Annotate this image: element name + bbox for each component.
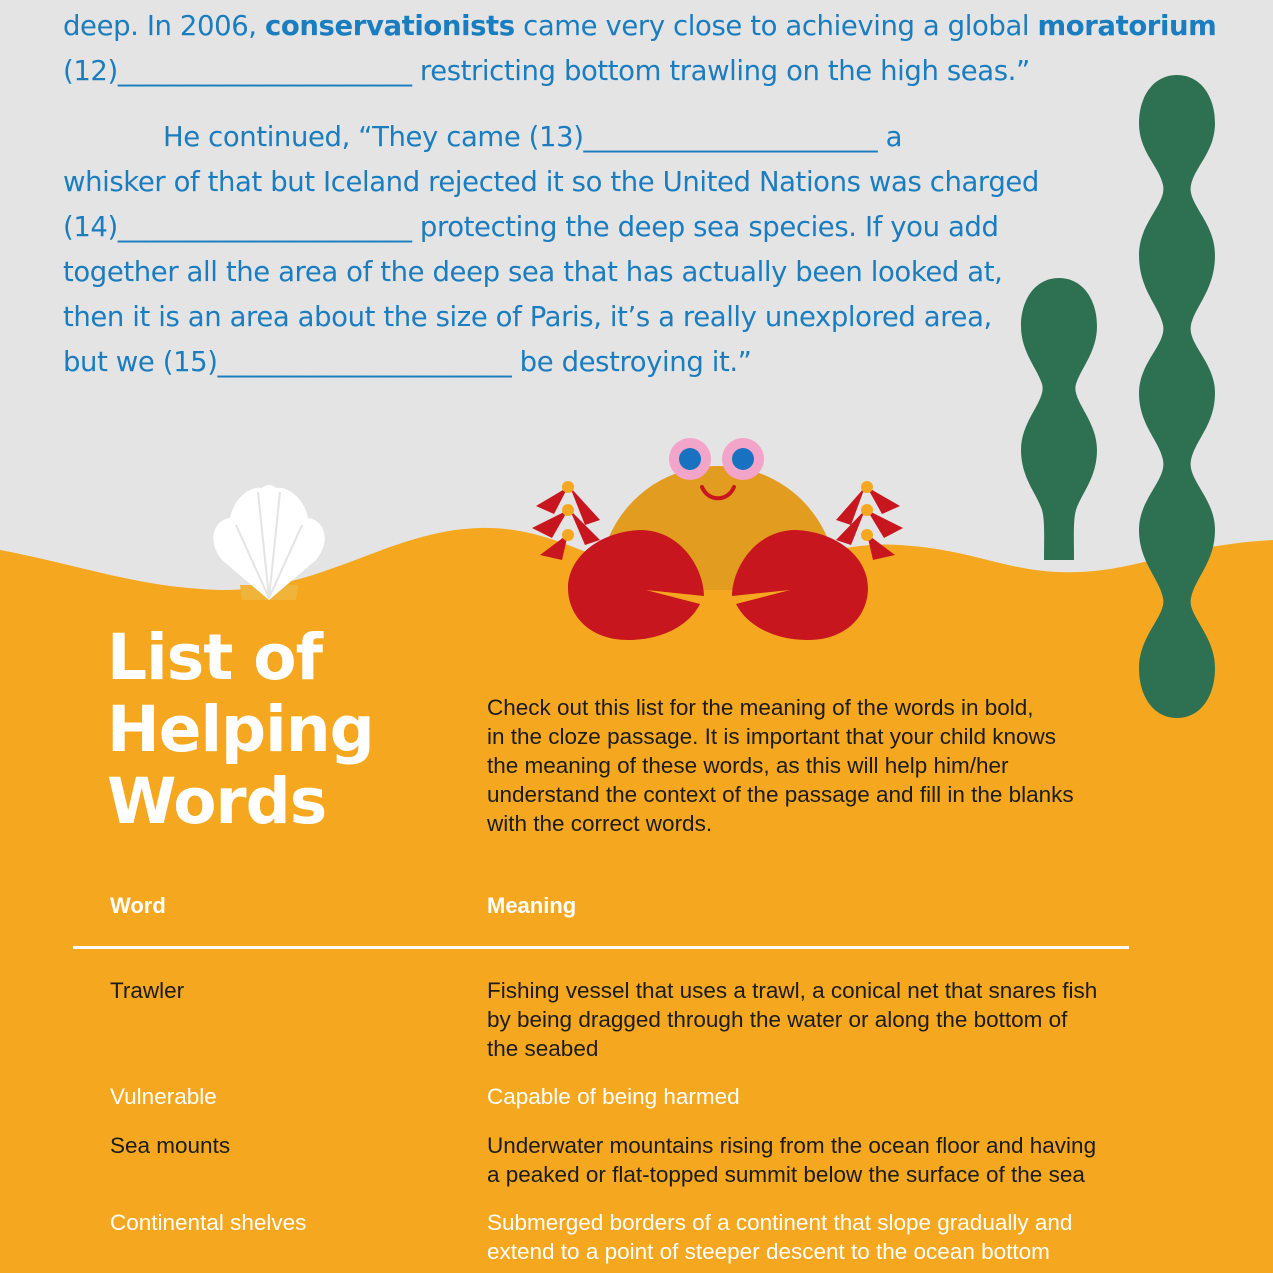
meaning-cell bbox=[487, 1208, 1147, 1266]
meaning-line: by being dragged through the water or along the bottom of bbox=[487, 1007, 1068, 1032]
passage-line-blank-15: but we (15)______________________ be destroying it.” bbox=[63, 346, 752, 378]
intro-line: in the cloze passage. It is important that your child knows bbox=[487, 724, 1057, 749]
helping-words-title bbox=[107, 622, 427, 838]
meaning-line: a peaked or flat-topped summit below the surface of the sea bbox=[487, 1162, 1085, 1187]
bold-word-moratorium: moratorium bbox=[1037, 10, 1217, 42]
title-line: Words bbox=[107, 765, 327, 838]
word-cell: Vulnerable bbox=[110, 1084, 217, 1109]
intro-line: with the correct words. bbox=[487, 811, 713, 836]
meaning-line: Submerged borders of a continent that slope gradually and bbox=[487, 1210, 1073, 1235]
word-cell: Continental shelves bbox=[110, 1210, 307, 1235]
passage-paragraph-1 bbox=[63, 4, 1217, 94]
meaning-cell bbox=[487, 976, 1147, 1063]
bold-word-conservationists: conservationists bbox=[264, 10, 515, 42]
cloze-passage bbox=[63, 4, 1217, 385]
intro-line: the meaning of these words, as this will help him/her bbox=[487, 753, 1009, 778]
meaning-line: Underwater mountains rising from the ocean floor and having bbox=[487, 1133, 1097, 1158]
passage-paragraph-2 bbox=[63, 115, 1153, 385]
meaning-line: Capable of being harmed bbox=[487, 1084, 740, 1109]
passage-line-blank-12: (12)______________________ restricting bottom trawling on the high seas.” bbox=[63, 55, 1030, 87]
word-cell: Trawler bbox=[110, 978, 185, 1003]
meaning-line: Fishing vessel that uses a trawl, a conical net that snares fish bbox=[487, 978, 1098, 1003]
passage-line: together all the area of the deep sea that has actually been looked at, bbox=[63, 256, 1003, 288]
title-line: List of bbox=[107, 621, 322, 694]
passage-line: whisker of that but Iceland rejected it so the United Nations was charged bbox=[63, 166, 1039, 198]
column-header-word: Word bbox=[110, 893, 166, 918]
helping-words-intro bbox=[487, 693, 1127, 838]
title-line: Helping bbox=[107, 693, 374, 766]
passage-text: came very close to achieving a global bbox=[514, 10, 1038, 42]
meaning-line: the seabed bbox=[487, 1036, 599, 1061]
intro-line: understand the context of the passage and fill in the blanks bbox=[487, 782, 1074, 807]
word-cell: Sea mounts bbox=[110, 1133, 231, 1158]
passage-text: deep. In 2006, bbox=[63, 10, 265, 42]
passage-line-blank-14: (14)______________________ protecting the deep sea species. If you add bbox=[63, 211, 999, 243]
passage-line bbox=[63, 4, 1217, 49]
meaning-cell bbox=[487, 1082, 1147, 1111]
table-header-divider bbox=[73, 946, 1129, 949]
passage-line-blank-13 bbox=[63, 115, 1153, 160]
meaning-cell bbox=[487, 1131, 1147, 1189]
column-header-meaning: Meaning bbox=[487, 893, 577, 918]
passage-line: then it is an area about the size of Paris, it’s a really unexplored area, bbox=[63, 301, 992, 333]
meaning-line: extend to a point of steeper descent to the ocean bottom bbox=[487, 1239, 1050, 1264]
passage-text: He continued, “They came (13)______________________ a bbox=[163, 121, 903, 153]
intro-line: Check out this list for the meaning of the words in bold, bbox=[487, 695, 1034, 720]
